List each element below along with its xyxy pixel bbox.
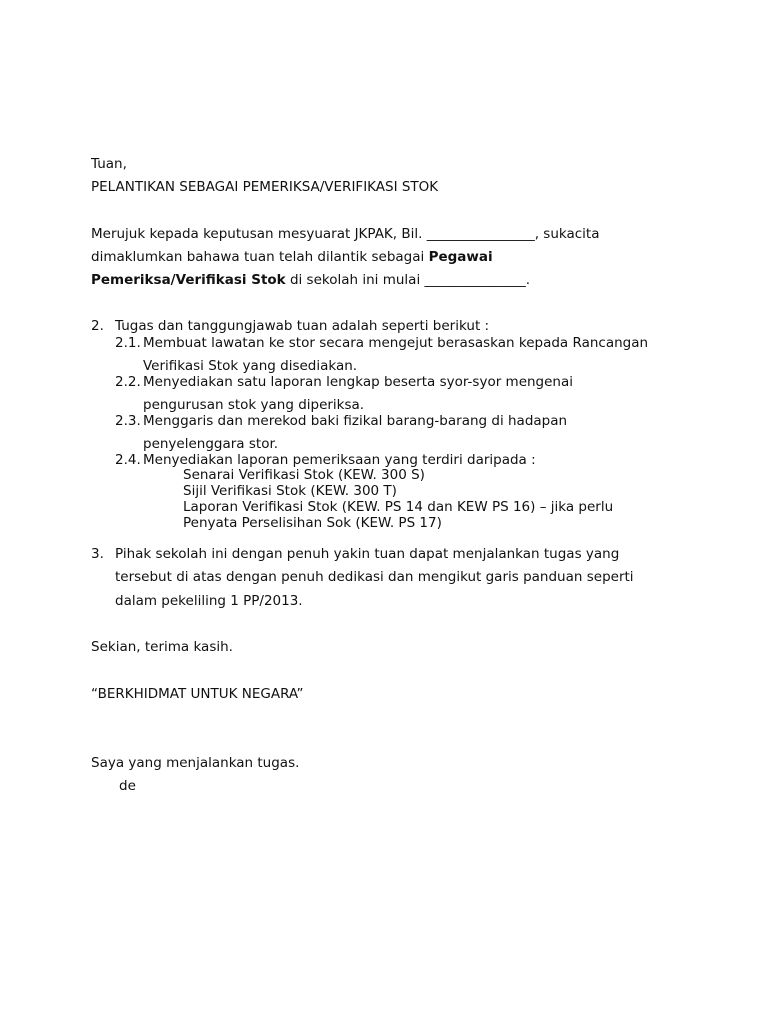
subitem-kew-ps14: Laporan Verifikasi Stok (KEW. PS 14 dan KEW PS 16) – jika perlu: [183, 499, 614, 515]
item-2-4-number: 2.4.: [115, 452, 141, 468]
para1-line3-bold: Pemeriksa/Verifikasi Stok: [91, 272, 286, 288]
subject-heading: PELANTIKAN SEBAGAI PEMERIKSA/VERIFIKASI STOK: [91, 179, 439, 195]
item-2-4-line1: Menyediakan laporan pemeriksaan yang terdiri daripada :: [143, 452, 536, 468]
item-2-3-line1: Menggaris dan merekod baki fizikal barang-barang di hadapan: [143, 413, 568, 429]
para1-line1: Merujuk kepada keputusan mesyuarat JKPAK, Bil. ________________, sukacita: [91, 226, 600, 242]
subitem-kew-ps17: Penyata Perselisihan Sok (KEW. PS 17): [183, 515, 442, 531]
para1-line2: [91, 248, 493, 266]
para3-line2: tersebut di atas dengan penuh dedikasi dan mengikut garis panduan seperti: [115, 569, 634, 585]
para2-intro: Tugas dan tanggungjawab tuan adalah seperti berikut :: [115, 318, 490, 334]
para1-line3-text: di sekolah ini mulai _______________.: [285, 272, 531, 288]
para3-line3: dalam pekeliling 1 PP/2013.: [115, 593, 303, 609]
item-2-1-number: 2.1.: [115, 335, 141, 351]
item-2-2-number: 2.2.: [115, 374, 141, 390]
subitem-kew-300s: Senarai Verifikasi Stok (KEW. 300 S): [183, 467, 425, 483]
para1-line2-bold: Pegawai: [428, 249, 493, 265]
sign-off: Saya yang menjalankan tugas.: [91, 755, 300, 771]
subitem-kew-300t: Sijil Verifikasi Stok (KEW. 300 T): [183, 483, 397, 499]
motto: “BERKHIDMAT UNTUK NEGARA”: [91, 686, 304, 702]
item-2-3-line2: penyelenggara stor.: [143, 436, 279, 452]
para2-number: 2.: [91, 318, 104, 334]
salutation: Tuan,: [91, 156, 127, 172]
signature-fragment: de: [119, 778, 136, 794]
para3-number: 3.: [91, 546, 104, 562]
item-2-1-line1: Membuat lawatan ke stor secara mengejut berasaskan kepada Rancangan: [143, 335, 649, 351]
item-2-2-line2: pengurusan stok yang diperiksa.: [143, 397, 365, 413]
item-2-1-line2: Verifikasi Stok yang disediakan.: [143, 358, 358, 374]
para1-line2-text: dimaklumkan bahawa tuan telah dilantik sebagai: [91, 249, 429, 265]
item-2-3-number: 2.3.: [115, 413, 141, 429]
para1-line3: [91, 271, 530, 289]
item-2-2-line1: Menyediakan satu laporan lengkap beserta syor-syor mengenai: [143, 374, 574, 390]
para3-line1: Pihak sekolah ini dengan penuh yakin tuan dapat menjalankan tugas yang: [115, 546, 620, 562]
closing: Sekian, terima kasih.: [91, 639, 233, 655]
